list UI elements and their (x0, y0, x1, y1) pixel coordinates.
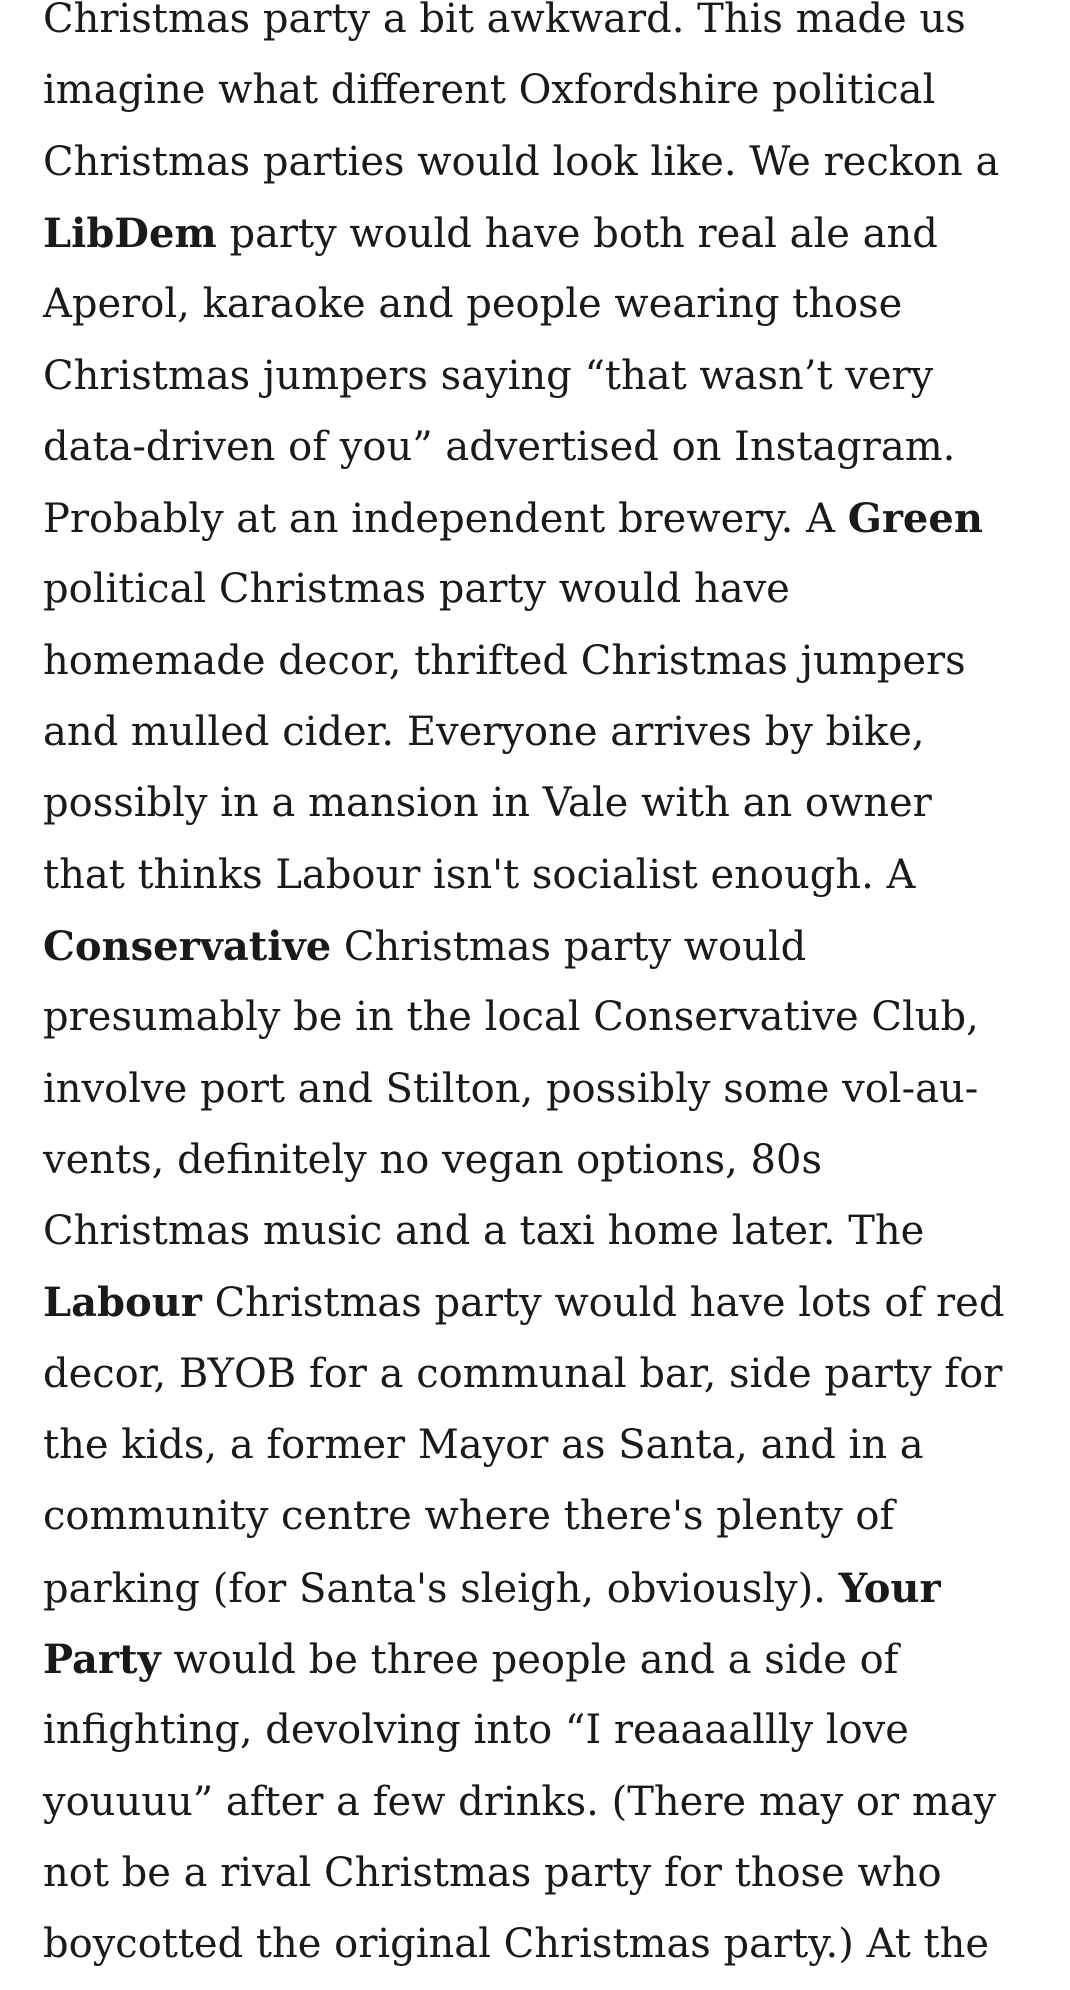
paragraph-line (43, 1054, 978, 1125)
paragraph-line (43, 626, 966, 697)
paragraph-line (43, 1909, 989, 1980)
paragraph-line (43, 412, 955, 483)
text-run: infighting, devolving into “I reaaaallly love (43, 1707, 909, 1754)
text-run: boycotted the original Christmas party.) At the (43, 1921, 989, 1968)
paragraph-line (43, 269, 902, 340)
paragraph-line (43, 1695, 909, 1766)
text-run: party would have both real ale and (216, 210, 938, 257)
text-run: Christmas music and a taxi home later. The (43, 1208, 925, 1255)
paragraph-line (43, 1767, 996, 1838)
party-name-bold: Your (838, 1564, 941, 1612)
paragraph-line (43, 1624, 898, 1695)
text-run: Christmas party would have lots of red (201, 1280, 1005, 1327)
paragraph-line (43, 0, 966, 55)
paragraph-line (43, 341, 933, 412)
text-run: presumably be in the local Conservative Club, (43, 994, 979, 1041)
text-run: Christmas party would (331, 923, 807, 970)
text-run: homemade decor, thrifted Christmas jumpers (43, 637, 966, 684)
paragraph-line (43, 1125, 822, 1196)
paragraph-line (43, 768, 932, 839)
party-name-bold: Party (43, 1635, 161, 1683)
text-run: involve port and Stilton, possibly some vol-au- (43, 1065, 979, 1112)
text-run: vents, definitely no vegan options, 80s (43, 1136, 822, 1183)
text-run: decor, BYOB for a communal bar, side party for (43, 1350, 1003, 1397)
paragraph-line (43, 1838, 942, 1909)
text-run: that thinks Labour isn't socialist enough. A (43, 851, 916, 898)
text-run: Christmas jumpers saying “that wasn’t very (43, 352, 934, 399)
paragraph-line (43, 1553, 941, 1624)
paragraph-line (43, 55, 935, 126)
text-run: Probably at an independent brewery. A (43, 496, 848, 543)
party-name-bold: Green (847, 495, 983, 543)
paragraph-line (43, 554, 790, 625)
paragraph-line (43, 1267, 1004, 1338)
text-run: data-driven of you” advertised on Instagram. (43, 423, 956, 470)
text-run: and mulled cider. Everyone arrives by bike, (43, 709, 925, 755)
text-run: the kids, a former Mayor as Santa, and in a (43, 1422, 924, 1468)
paragraph-line (43, 198, 938, 269)
text-run: not be a rival Christmas party for those who (43, 1849, 942, 1896)
paragraph-line (43, 911, 806, 982)
paragraph-line (43, 1481, 894, 1552)
paragraph-line (43, 840, 915, 911)
party-name-bold: LibDem (43, 209, 217, 257)
paragraph-line (43, 1410, 924, 1481)
text-run: parking (for Santa's sleigh, obviously). (43, 1565, 839, 1612)
party-name-bold: Labour (43, 1279, 202, 1327)
paragraph-line (43, 1196, 924, 1267)
paragraph-line (43, 982, 979, 1053)
text-run: possibly in a mansion in Vale with an owner (43, 780, 932, 827)
text-run: Aperol, karaoke and people wearing those (43, 281, 903, 328)
text-run: Christmas parties would look like. We reckon a (43, 138, 1000, 185)
text-run: Christmas party a bit awkward. This made us (43, 0, 966, 42)
text-run: imagine what different Oxfordshire political (43, 67, 936, 114)
party-name-bold: Conservative (43, 922, 332, 970)
text-run: youuuu” after a few drinks. (There may or may (43, 1778, 997, 1825)
text-run: political Christmas party would have (43, 566, 790, 613)
paragraph-line (43, 1339, 1002, 1410)
text-run: would be three people and a side of (160, 1636, 899, 1683)
paragraph-line (43, 697, 925, 768)
paragraph-line (43, 483, 983, 554)
paragraph-line (43, 127, 999, 198)
text-run: community centre where there's plenty of (43, 1493, 895, 1540)
